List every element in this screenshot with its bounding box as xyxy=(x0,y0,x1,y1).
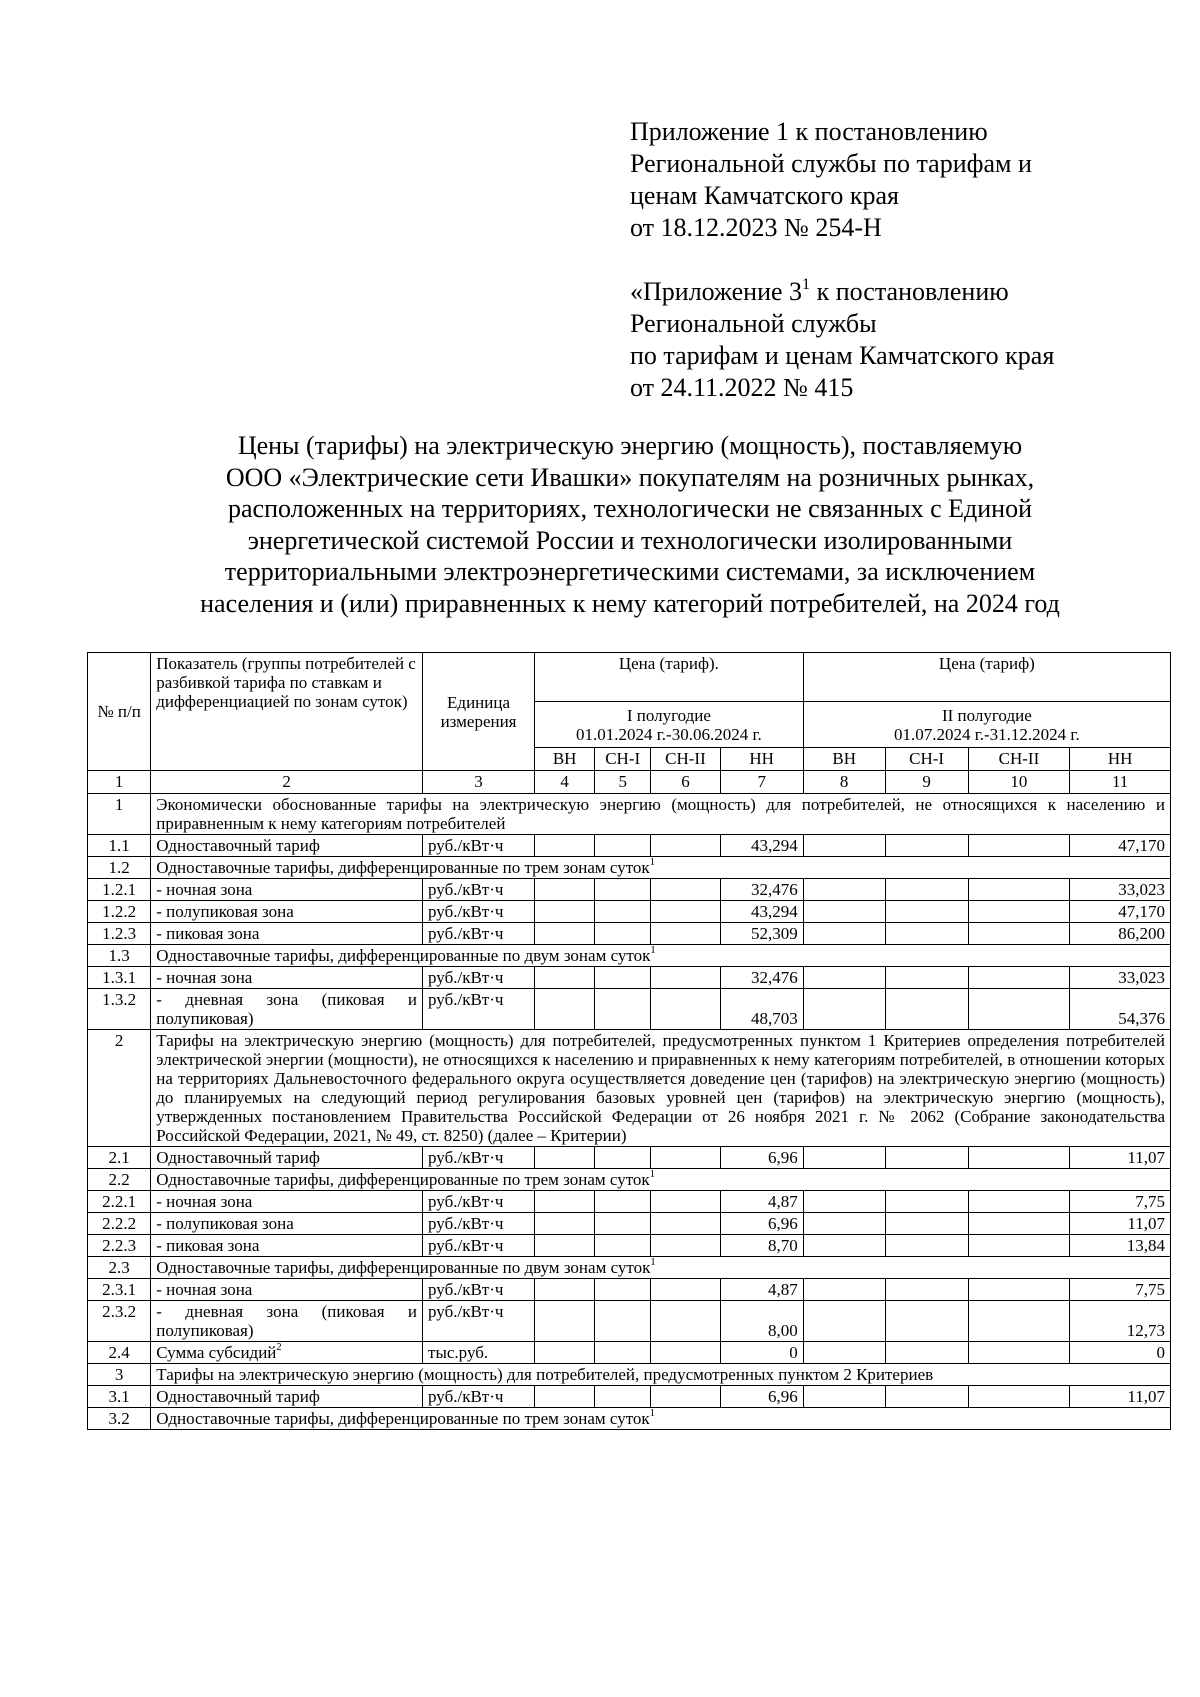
value-vn-1 xyxy=(535,1301,595,1342)
appendix-1-line: ценам Камчатского края xyxy=(630,181,899,210)
indicator-name: Одноставочный тариф xyxy=(151,835,423,857)
value-sn2-1 xyxy=(651,1235,720,1257)
indicator-name: - ночная зона xyxy=(151,1279,423,1301)
value-nn-1: 32,476 xyxy=(720,967,803,989)
value-sn1-1 xyxy=(595,879,651,901)
title-line: населения и (или) приравненных к нему категорий потребителей, на 2024 год xyxy=(200,588,1060,618)
row-number: 2.2.3 xyxy=(88,1235,151,1257)
value-vn-1 xyxy=(535,1386,595,1408)
value-sn1-2 xyxy=(885,1147,968,1169)
half-2-dates: 01.07.2024 г.-31.12.2024 г. xyxy=(893,724,1080,744)
value-vn-1 xyxy=(535,967,595,989)
row-number: 1.3.2 xyxy=(88,989,151,1030)
value-vn-2 xyxy=(803,989,885,1030)
table-row xyxy=(88,794,1171,835)
value-sn1-1 xyxy=(595,835,651,857)
footnote-mark: 1 xyxy=(649,1169,655,1181)
value-nn-2: 86,200 xyxy=(1070,923,1171,945)
indicator-name: - полупиковая зона xyxy=(151,1213,423,1235)
appendix-2-line: Региональной службы xyxy=(630,309,877,338)
footnote-mark: 2 xyxy=(276,1342,282,1354)
value-sn1-2 xyxy=(885,1213,968,1235)
value-vn-2 xyxy=(803,967,885,989)
half-1-dates: 01.01.2024 г.-30.06.2024 г. xyxy=(575,724,762,744)
value-sn2-1 xyxy=(651,1279,720,1301)
half-1-label: I полугодие xyxy=(626,705,711,725)
value-nn-2: 33,023 xyxy=(1070,967,1171,989)
subsection-text: Одноставочные тарифы, дифференцированные по двум зонам суток xyxy=(156,946,651,965)
indicator-text: Сумма субсидий xyxy=(156,1343,277,1362)
indicator-name: - пиковая зона xyxy=(151,1235,423,1257)
value-sn2-1 xyxy=(651,1191,720,1213)
row-number: 1.3 xyxy=(88,945,151,967)
value-vn-2 xyxy=(803,1191,885,1213)
value-vn-2 xyxy=(803,1235,885,1257)
appendix-2-header xyxy=(630,276,1054,404)
value-vn-2 xyxy=(803,1342,885,1364)
indicator-name: - дневная зона (пиковая и полупиковая) xyxy=(151,1301,423,1342)
value-nn-2: 54,376 xyxy=(1070,989,1171,1030)
appendix-2-line: от 24.11.2022 № 415 xyxy=(630,373,854,402)
table-row xyxy=(88,1279,1171,1301)
half-2-label: II полугодие xyxy=(941,705,1032,725)
unit: руб./кВт·ч xyxy=(423,967,535,989)
unit: руб./кВт·ч xyxy=(423,835,535,857)
footnote-mark: 1 xyxy=(650,945,656,957)
value-vn-2 xyxy=(803,1213,885,1235)
unit: руб./кВт·ч xyxy=(423,1191,535,1213)
value-sn2-2 xyxy=(968,1279,1070,1301)
value-nn-2: 47,170 xyxy=(1070,835,1171,857)
column-number: 10 xyxy=(968,771,1070,794)
value-nn-2: 12,73 xyxy=(1070,1301,1171,1342)
value-nn-2: 33,023 xyxy=(1070,879,1171,901)
table-row xyxy=(88,1191,1171,1213)
table-row xyxy=(88,1235,1171,1257)
header-level: СН-II xyxy=(968,748,1070,771)
subsection-title xyxy=(151,1257,1171,1279)
value-sn2-1 xyxy=(651,1342,720,1364)
value-sn2-1 xyxy=(651,835,720,857)
value-vn-1 xyxy=(535,1213,595,1235)
header-price-1: Цена (тариф). xyxy=(535,653,804,702)
appendix-1-header xyxy=(630,116,1032,244)
value-nn-2: 13,84 xyxy=(1070,1235,1171,1257)
column-number: 9 xyxy=(885,771,968,794)
value-nn-1: 48,703 xyxy=(720,989,803,1030)
column-number: 8 xyxy=(803,771,885,794)
value-sn1-2 xyxy=(885,1191,968,1213)
value-sn2-1 xyxy=(651,989,720,1030)
value-sn2-1 xyxy=(651,923,720,945)
value-nn-1: 4,87 xyxy=(720,1191,803,1213)
subsection-text: Одноставочные тарифы, дифференцированные по трем зонам суток xyxy=(156,1409,650,1428)
header-indicator: Показатель (группы потребителей с разбивкой тарифа по ставкам и дифференциацией по зонам суток) xyxy=(151,653,423,771)
unit: руб./кВт·ч xyxy=(423,1301,535,1342)
table-row xyxy=(88,967,1171,989)
appendix-2-superscript: 1 xyxy=(802,275,811,293)
row-number: 1.2.1 xyxy=(88,879,151,901)
value-sn2-1 xyxy=(651,879,720,901)
indicator-name: - ночная зона xyxy=(151,879,423,901)
column-number: 5 xyxy=(595,771,651,794)
row-number: 2 xyxy=(88,1030,151,1147)
value-sn1-1 xyxy=(595,1191,651,1213)
value-sn1-1 xyxy=(595,1301,651,1342)
value-sn1-1 xyxy=(595,1147,651,1169)
value-sn2-1 xyxy=(651,1301,720,1342)
value-sn1-1 xyxy=(595,1213,651,1235)
row-number: 2.2 xyxy=(88,1169,151,1191)
value-sn1-2 xyxy=(885,923,968,945)
header-num: № п/п xyxy=(88,653,151,771)
value-sn2-2 xyxy=(968,835,1070,857)
table-header xyxy=(88,653,1171,794)
table-row xyxy=(88,879,1171,901)
value-nn-1: 0 xyxy=(720,1342,803,1364)
value-sn1-2 xyxy=(885,1342,968,1364)
tariff-table xyxy=(87,652,1171,1430)
appendix-2-line: по тарифам и ценам Камчатского края xyxy=(630,341,1055,370)
column-number: 2 xyxy=(151,771,423,794)
value-sn2-2 xyxy=(968,1301,1070,1342)
unit: руб./кВт·ч xyxy=(423,879,535,901)
value-sn1-2 xyxy=(885,879,968,901)
value-vn-2 xyxy=(803,1279,885,1301)
column-number: 4 xyxy=(535,771,595,794)
row-number: 2.3.1 xyxy=(88,1279,151,1301)
value-nn-1: 6,96 xyxy=(720,1386,803,1408)
value-sn2-2 xyxy=(968,967,1070,989)
value-vn-1 xyxy=(535,923,595,945)
table-body xyxy=(88,794,1171,1430)
header-level: СН-I xyxy=(885,748,968,771)
column-number: 3 xyxy=(423,771,535,794)
row-number: 2.1 xyxy=(88,1147,151,1169)
footnote-mark: 1 xyxy=(649,1408,655,1420)
unit: руб./кВт·ч xyxy=(423,901,535,923)
document-title xyxy=(90,430,1170,619)
value-vn-2 xyxy=(803,901,885,923)
value-sn1-2 xyxy=(885,835,968,857)
value-vn-1 xyxy=(535,989,595,1030)
value-nn-2: 7,75 xyxy=(1070,1279,1171,1301)
row-number: 1 xyxy=(88,794,151,835)
footnote-mark: 1 xyxy=(650,1257,656,1269)
header-unit: Единица измерения xyxy=(423,653,535,771)
indicator-name: Одноставочный тариф xyxy=(151,1147,423,1169)
column-number: 1 xyxy=(88,771,151,794)
column-number: 7 xyxy=(720,771,803,794)
value-sn2-2 xyxy=(968,879,1070,901)
header-level: ВН xyxy=(535,748,595,771)
value-nn-1: 4,87 xyxy=(720,1279,803,1301)
value-nn-2: 7,75 xyxy=(1070,1191,1171,1213)
table-row xyxy=(88,989,1171,1030)
table-row xyxy=(88,835,1171,857)
table-row xyxy=(88,1386,1171,1408)
value-sn2-1 xyxy=(651,1213,720,1235)
indicator-name: - ночная зона xyxy=(151,967,423,989)
table-row xyxy=(88,1257,1171,1279)
subsection-text: Одноставочные тарифы, дифференцированные по трем зонам суток xyxy=(156,1170,650,1189)
section-title: Тарифы на электрическую энергию (мощность) для потребителей, предусмотренных пунктом 1 Критериев определения потребителей электрической энергии (мощности), не относящихся к населению и приравненных к нему категориям потребителей, в отношении которых на территориях Дальневосточного федерального округа осуществляется доведение цен (тарифов) на электрическую энергию (мощность) до планируемых на следующий период регулирования базовых уровней цен (тарифов) на электрическую энергию (мощность), утвержденных постановлением Правительства Российской Федерации от 26 ноября 2021 г. № 2062 (Собрание законодательства Российской Федерации, 2021, № 49, ст. 8250) (далее – Критерии) xyxy=(151,1030,1171,1147)
indicator-name: - полупиковая зона xyxy=(151,901,423,923)
value-sn1-2 xyxy=(885,1301,968,1342)
title-line: ООО «Электрические сети Ивашки» покупателям на розничных рынках, xyxy=(225,462,1035,492)
value-sn2-1 xyxy=(651,1386,720,1408)
section-title: Экономически обоснованные тарифы на электрическую энергию (мощность) для потребителей, не относящихся к населению и приравненным к нему категориям потребителей xyxy=(151,794,1171,835)
header-half-2 xyxy=(803,702,1170,748)
header-level: НН xyxy=(720,748,803,771)
unit: тыс.руб. xyxy=(423,1342,535,1364)
header-half-1 xyxy=(535,702,804,748)
row-number: 2.4 xyxy=(88,1342,151,1364)
table-row xyxy=(88,1169,1171,1191)
value-vn-2 xyxy=(803,1147,885,1169)
value-nn-2: 0 xyxy=(1070,1342,1171,1364)
table-row xyxy=(88,857,1171,879)
unit: руб./кВт·ч xyxy=(423,989,535,1030)
appendix-2-line xyxy=(630,276,1054,308)
value-sn1-1 xyxy=(595,1279,651,1301)
subsection-title xyxy=(151,857,1171,879)
header-level: ВН xyxy=(803,748,885,771)
value-vn-1 xyxy=(535,901,595,923)
value-nn-2: 11,07 xyxy=(1070,1386,1171,1408)
value-nn-2: 47,170 xyxy=(1070,901,1171,923)
header-level: НН xyxy=(1070,748,1171,771)
appendix-1-line: Приложение 1 к постановлению xyxy=(630,117,988,146)
unit: руб./кВт·ч xyxy=(423,1386,535,1408)
unit: руб./кВт·ч xyxy=(423,1213,535,1235)
subsection-text: Одноставочные тарифы, дифференцированные по трем зонам суток xyxy=(156,858,650,877)
title-line: территориальными электроэнергетическими системами, за исключением xyxy=(224,557,1036,586)
subsection-title xyxy=(151,1408,1171,1430)
value-sn1-1 xyxy=(595,901,651,923)
table-row xyxy=(88,901,1171,923)
title-line: Цены (тарифы) на электрическую энергию (мощность), поставляемую xyxy=(237,431,1023,460)
value-sn2-1 xyxy=(651,1147,720,1169)
value-sn1-1 xyxy=(595,1386,651,1408)
row-number: 2.2.1 xyxy=(88,1191,151,1213)
section-title: Тарифы на электрическую энергию (мощность) для потребителей, предусмотренных пунктом 2 Критериев xyxy=(151,1364,1171,1386)
table-row xyxy=(88,1147,1171,1169)
value-sn2-2 xyxy=(968,901,1070,923)
value-sn1-2 xyxy=(885,989,968,1030)
unit: руб./кВт·ч xyxy=(423,923,535,945)
value-vn-1 xyxy=(535,1191,595,1213)
value-nn-1: 6,96 xyxy=(720,1213,803,1235)
title-line: энергетической системой России и технологически изолированными xyxy=(247,525,1013,555)
row-number: 1.2.3 xyxy=(88,923,151,945)
value-sn1-1 xyxy=(595,923,651,945)
value-sn1-2 xyxy=(885,967,968,989)
row-number: 2.3.2 xyxy=(88,1301,151,1342)
table-row xyxy=(88,1301,1171,1342)
subsection-title xyxy=(151,1169,1171,1191)
value-sn1-1 xyxy=(595,1235,651,1257)
value-vn-1 xyxy=(535,835,595,857)
value-sn1-2 xyxy=(885,1235,968,1257)
value-sn1-1 xyxy=(595,989,651,1030)
value-sn2-1 xyxy=(651,901,720,923)
header-level: СН-I xyxy=(595,748,651,771)
appendix-2-suffix: к постановлению xyxy=(810,277,1009,306)
value-sn2-2 xyxy=(968,1386,1070,1408)
row-number: 1.2 xyxy=(88,857,151,879)
value-vn-1 xyxy=(535,879,595,901)
value-vn-2 xyxy=(803,835,885,857)
subsection-title xyxy=(151,945,1171,967)
value-sn1-1 xyxy=(595,1342,651,1364)
value-sn2-2 xyxy=(968,1191,1070,1213)
appendix-1-line: от 18.12.2023 № 254-Н xyxy=(630,213,882,242)
value-vn-1 xyxy=(535,1147,595,1169)
value-sn2-2 xyxy=(968,989,1070,1030)
value-nn-1: 8,70 xyxy=(720,1235,803,1257)
title-line: расположенных на территориях, технологически не связанных с Единой xyxy=(227,494,1033,523)
unit: руб./кВт·ч xyxy=(423,1279,535,1301)
header-price-2: Цена (тариф) xyxy=(803,653,1170,702)
value-vn-2 xyxy=(803,1301,885,1342)
table-row xyxy=(88,923,1171,945)
appendix-1-line: Региональной службы по тарифам и xyxy=(630,149,1032,178)
value-sn1-2 xyxy=(885,901,968,923)
value-sn2-2 xyxy=(968,1342,1070,1364)
indicator-name xyxy=(151,1342,423,1364)
column-number: 11 xyxy=(1070,771,1171,794)
row-number: 2.2.2 xyxy=(88,1213,151,1235)
value-nn-1: 6,96 xyxy=(720,1147,803,1169)
value-nn-1: 32,476 xyxy=(720,879,803,901)
table-row xyxy=(88,1030,1171,1147)
value-sn1-1 xyxy=(595,967,651,989)
value-vn-1 xyxy=(535,1279,595,1301)
value-nn-1: 52,309 xyxy=(720,923,803,945)
value-vn-2 xyxy=(803,923,885,945)
unit: руб./кВт·ч xyxy=(423,1235,535,1257)
row-number: 1.1 xyxy=(88,835,151,857)
header-level: СН-II xyxy=(651,748,720,771)
table-row xyxy=(88,1342,1171,1364)
value-sn1-2 xyxy=(885,1386,968,1408)
value-sn2-2 xyxy=(968,1213,1070,1235)
footnote-mark: 1 xyxy=(649,857,655,869)
value-vn-2 xyxy=(803,879,885,901)
row-number: 2.3 xyxy=(88,1257,151,1279)
value-nn-1: 43,294 xyxy=(720,835,803,857)
value-sn2-1 xyxy=(651,967,720,989)
row-number: 1.2.2 xyxy=(88,901,151,923)
indicator-name: - ночная зона xyxy=(151,1191,423,1213)
row-number: 3.2 xyxy=(88,1408,151,1430)
value-sn1-2 xyxy=(885,1279,968,1301)
value-nn-2: 11,07 xyxy=(1070,1213,1171,1235)
table-row xyxy=(88,1213,1171,1235)
value-vn-2 xyxy=(803,1386,885,1408)
unit: руб./кВт·ч xyxy=(423,1147,535,1169)
value-vn-1 xyxy=(535,1235,595,1257)
indicator-name: Одноставочный тариф xyxy=(151,1386,423,1408)
row-number: 3.1 xyxy=(88,1386,151,1408)
subsection-text: Одноставочные тарифы, дифференцированные по двум зонам суток xyxy=(156,1258,651,1277)
value-sn2-2 xyxy=(968,1147,1070,1169)
indicator-name: - пиковая зона xyxy=(151,923,423,945)
value-sn2-2 xyxy=(968,923,1070,945)
value-sn2-2 xyxy=(968,1235,1070,1257)
value-nn-1: 8,00 xyxy=(720,1301,803,1342)
table-row xyxy=(88,1364,1171,1386)
value-nn-2: 11,07 xyxy=(1070,1147,1171,1169)
value-vn-1 xyxy=(535,1342,595,1364)
value-nn-1: 43,294 xyxy=(720,901,803,923)
appendix-2-prefix: «Приложение 3 xyxy=(630,277,803,306)
table-row xyxy=(88,1408,1171,1430)
table-row xyxy=(88,945,1171,967)
row-number: 1.3.1 xyxy=(88,967,151,989)
indicator-name: - дневная зона (пиковая и полупиковая) xyxy=(151,989,423,1030)
row-number: 3 xyxy=(88,1364,151,1386)
column-number: 6 xyxy=(651,771,720,794)
